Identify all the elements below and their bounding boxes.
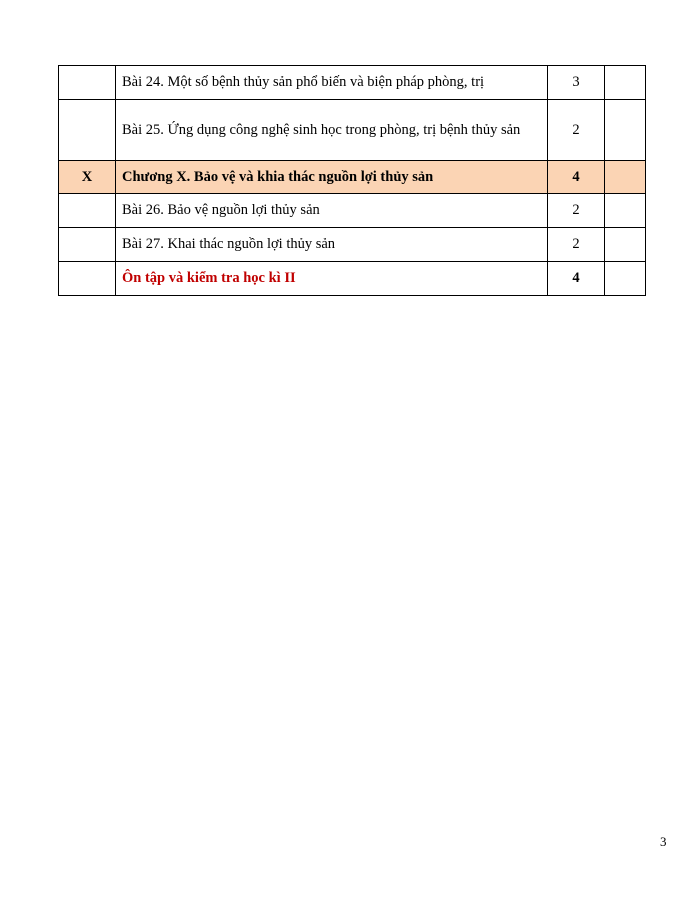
row-number-cell (59, 262, 116, 296)
lesson-title-cell: Bài 24. Một số bệnh thủy sản phổ biến và biện pháp phòng, trị (116, 66, 548, 100)
empty-cell (605, 100, 646, 161)
lesson-hours-cell: 3 (548, 66, 605, 100)
lesson-title-cell: Bài 25. Ứng dụng công nghệ sinh học trong phòng, trị bệnh thủy sản (116, 100, 548, 161)
empty-cell (605, 228, 646, 262)
chapter-number-cell: X (59, 161, 116, 194)
lesson-title-cell: Bài 26. Bảo vệ nguồn lợi thủy sản (116, 194, 548, 228)
lesson-hours-cell: 2 (548, 194, 605, 228)
empty-cell (605, 262, 646, 296)
review-hours-cell: 4 (548, 262, 605, 296)
row-number-cell (59, 228, 116, 262)
chapter-hours-cell: 4 (548, 161, 605, 194)
row-number-cell (59, 66, 116, 100)
review-title-cell: Ôn tập và kiểm tra học kì II (116, 262, 548, 296)
empty-cell (605, 66, 646, 100)
lesson-row (59, 228, 646, 262)
lesson-title-cell: Bài 27. Khai thác nguồn lợi thủy sản (116, 228, 548, 262)
lesson-row (59, 100, 646, 161)
lesson-row (59, 194, 646, 228)
empty-cell (605, 161, 646, 194)
lesson-row (59, 66, 646, 100)
chapter-row (59, 161, 646, 194)
row-number-cell (59, 194, 116, 228)
empty-cell (605, 194, 646, 228)
chapter-title-cell: Chương X. Bảo vệ và khia thác nguồn lợi thủy sản (116, 161, 548, 194)
row-number-cell (59, 100, 116, 161)
page-number: 3 (660, 834, 667, 849)
review-row (59, 262, 646, 296)
lesson-hours-cell: 2 (548, 100, 605, 161)
lesson-hours-cell: 2 (548, 228, 605, 262)
curriculum-table (58, 65, 646, 296)
